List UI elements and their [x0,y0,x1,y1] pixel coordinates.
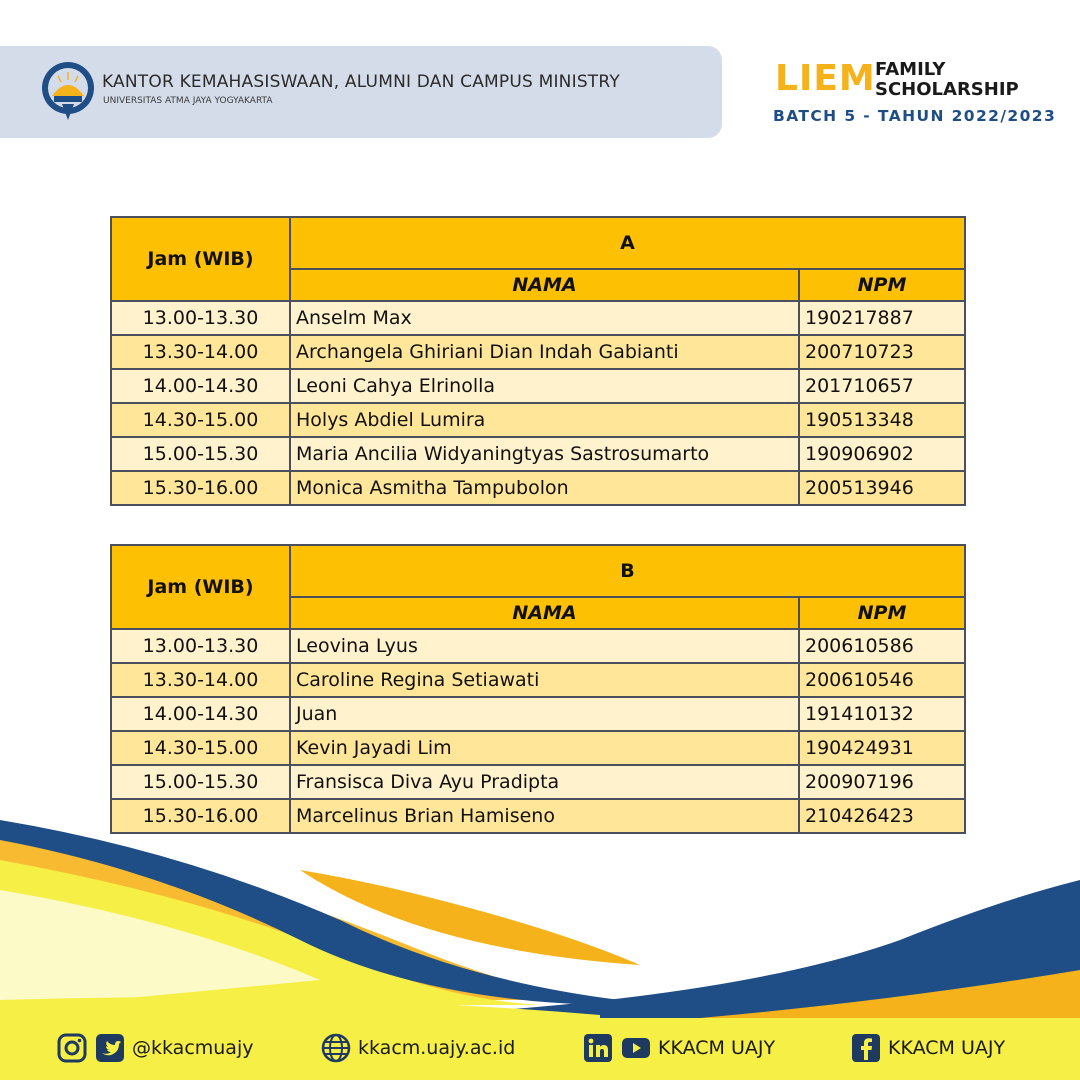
header-npm: NPM [799,269,965,301]
brand-family-scholarship [875,60,1019,100]
table-row [111,663,965,697]
table-row [111,301,965,335]
table-row [111,335,965,369]
footer-website[interactable] [320,1030,515,1066]
cell-npm: 190217887 [799,301,965,335]
table-row [111,369,965,403]
cell-npm: 200513946 [799,471,965,505]
cell-npm: 200907196 [799,765,965,799]
table-row [111,731,965,765]
schedule-table-a [110,216,966,506]
brand-scholarship: SCHOLARSHIP [875,79,1019,100]
table-row [111,471,965,505]
facebook-label[interactable]: KKACM UAJY [888,1037,1006,1059]
brand-liem: LIEM [775,58,876,99]
group-label: A [290,217,965,269]
cell-npm: 190424931 [799,731,965,765]
cell-npm: 210426423 [799,799,965,833]
footer-facebook[interactable] [850,1030,1005,1066]
cell-jam: 15.30-16.00 [111,471,290,505]
cell-nama: Monica Asmitha Tampubolon [290,471,799,505]
org-subtitle: UNIVERSITAS ATMA JAYA YOGYAKARTA [103,96,273,106]
cell-jam: 13.30-14.00 [111,335,290,369]
header-nama: NAMA [290,269,799,301]
cell-jam: 15.00-15.30 [111,765,290,799]
cell-npm: 200610546 [799,663,965,697]
header-nama: NAMA [290,597,799,629]
header-jam: Jam (WIB) [111,217,290,301]
uajy-logo-icon [40,60,96,122]
cell-npm: 200610586 [799,629,965,663]
cell-npm: 191410132 [799,697,965,731]
cell-nama: Anselm Max [290,301,799,335]
cell-jam: 14.30-15.00 [111,403,290,437]
cell-nama: Juan [290,697,799,731]
cell-nama: Marcelinus Brian Hamiseno [290,799,799,833]
cell-jam: 14.00-14.30 [111,697,290,731]
schedule-table-b [110,544,966,834]
cell-nama: Fransisca Diva Ayu Pradipta [290,765,799,799]
group-label: B [290,545,965,597]
footer-social[interactable] [56,1030,253,1066]
brand-batch: BATCH 5 - TAHUN 2022/2023 [773,107,1057,125]
cell-nama: Leoni Cahya Elrinolla [290,369,799,403]
cell-npm: 201710657 [799,369,965,403]
instagram-icon[interactable] [56,1032,88,1064]
table-row [111,403,965,437]
youtube-icon[interactable] [620,1032,652,1064]
linkedin-youtube-label[interactable]: KKACM UAJY [658,1037,776,1059]
facebook-icon[interactable] [850,1032,882,1064]
cell-jam: 14.30-15.00 [111,731,290,765]
linkedin-icon[interactable] [582,1032,614,1064]
cell-jam: 14.00-14.30 [111,369,290,403]
footer-linkedin-youtube[interactable] [582,1030,775,1066]
social-handle[interactable]: @kkacmuajy [132,1037,254,1059]
decorative-waves [0,800,1080,1020]
cell-npm: 190906902 [799,437,965,471]
cell-jam: 15.30-16.00 [111,799,290,833]
table-row [111,765,965,799]
cell-jam: 13.30-14.00 [111,663,290,697]
cell-npm: 200710723 [799,335,965,369]
brand-family: FAMILY [875,59,946,80]
header-band [0,46,722,138]
cell-jam: 15.00-15.30 [111,437,290,471]
globe-icon[interactable] [320,1032,352,1064]
org-title: KANTOR KEMAHASISWAAN, ALUMNI DAN CAMPUS MINISTRY [102,72,620,92]
cell-nama: Holys Abdiel Lumira [290,403,799,437]
cell-nama: Archangela Ghiriani Dian Indah Gabianti [290,335,799,369]
table-row [111,629,965,663]
cell-nama: Leovina Lyus [290,629,799,663]
header-npm: NPM [799,597,965,629]
cell-jam: 13.00-13.30 [111,629,290,663]
cell-nama: Caroline Regina Setiawati [290,663,799,697]
cell-nama: Maria Ancilia Widyaningtyas Sastrosumarto [290,437,799,471]
twitter-icon[interactable] [94,1032,126,1064]
website-link[interactable]: kkacm.uajy.ac.id [358,1037,516,1059]
cell-npm: 190513348 [799,403,965,437]
cell-jam: 13.00-13.30 [111,301,290,335]
cell-nama: Kevin Jayadi Lim [290,731,799,765]
header-jam: Jam (WIB) [111,545,290,629]
table-row [111,437,965,471]
table-row [111,697,965,731]
